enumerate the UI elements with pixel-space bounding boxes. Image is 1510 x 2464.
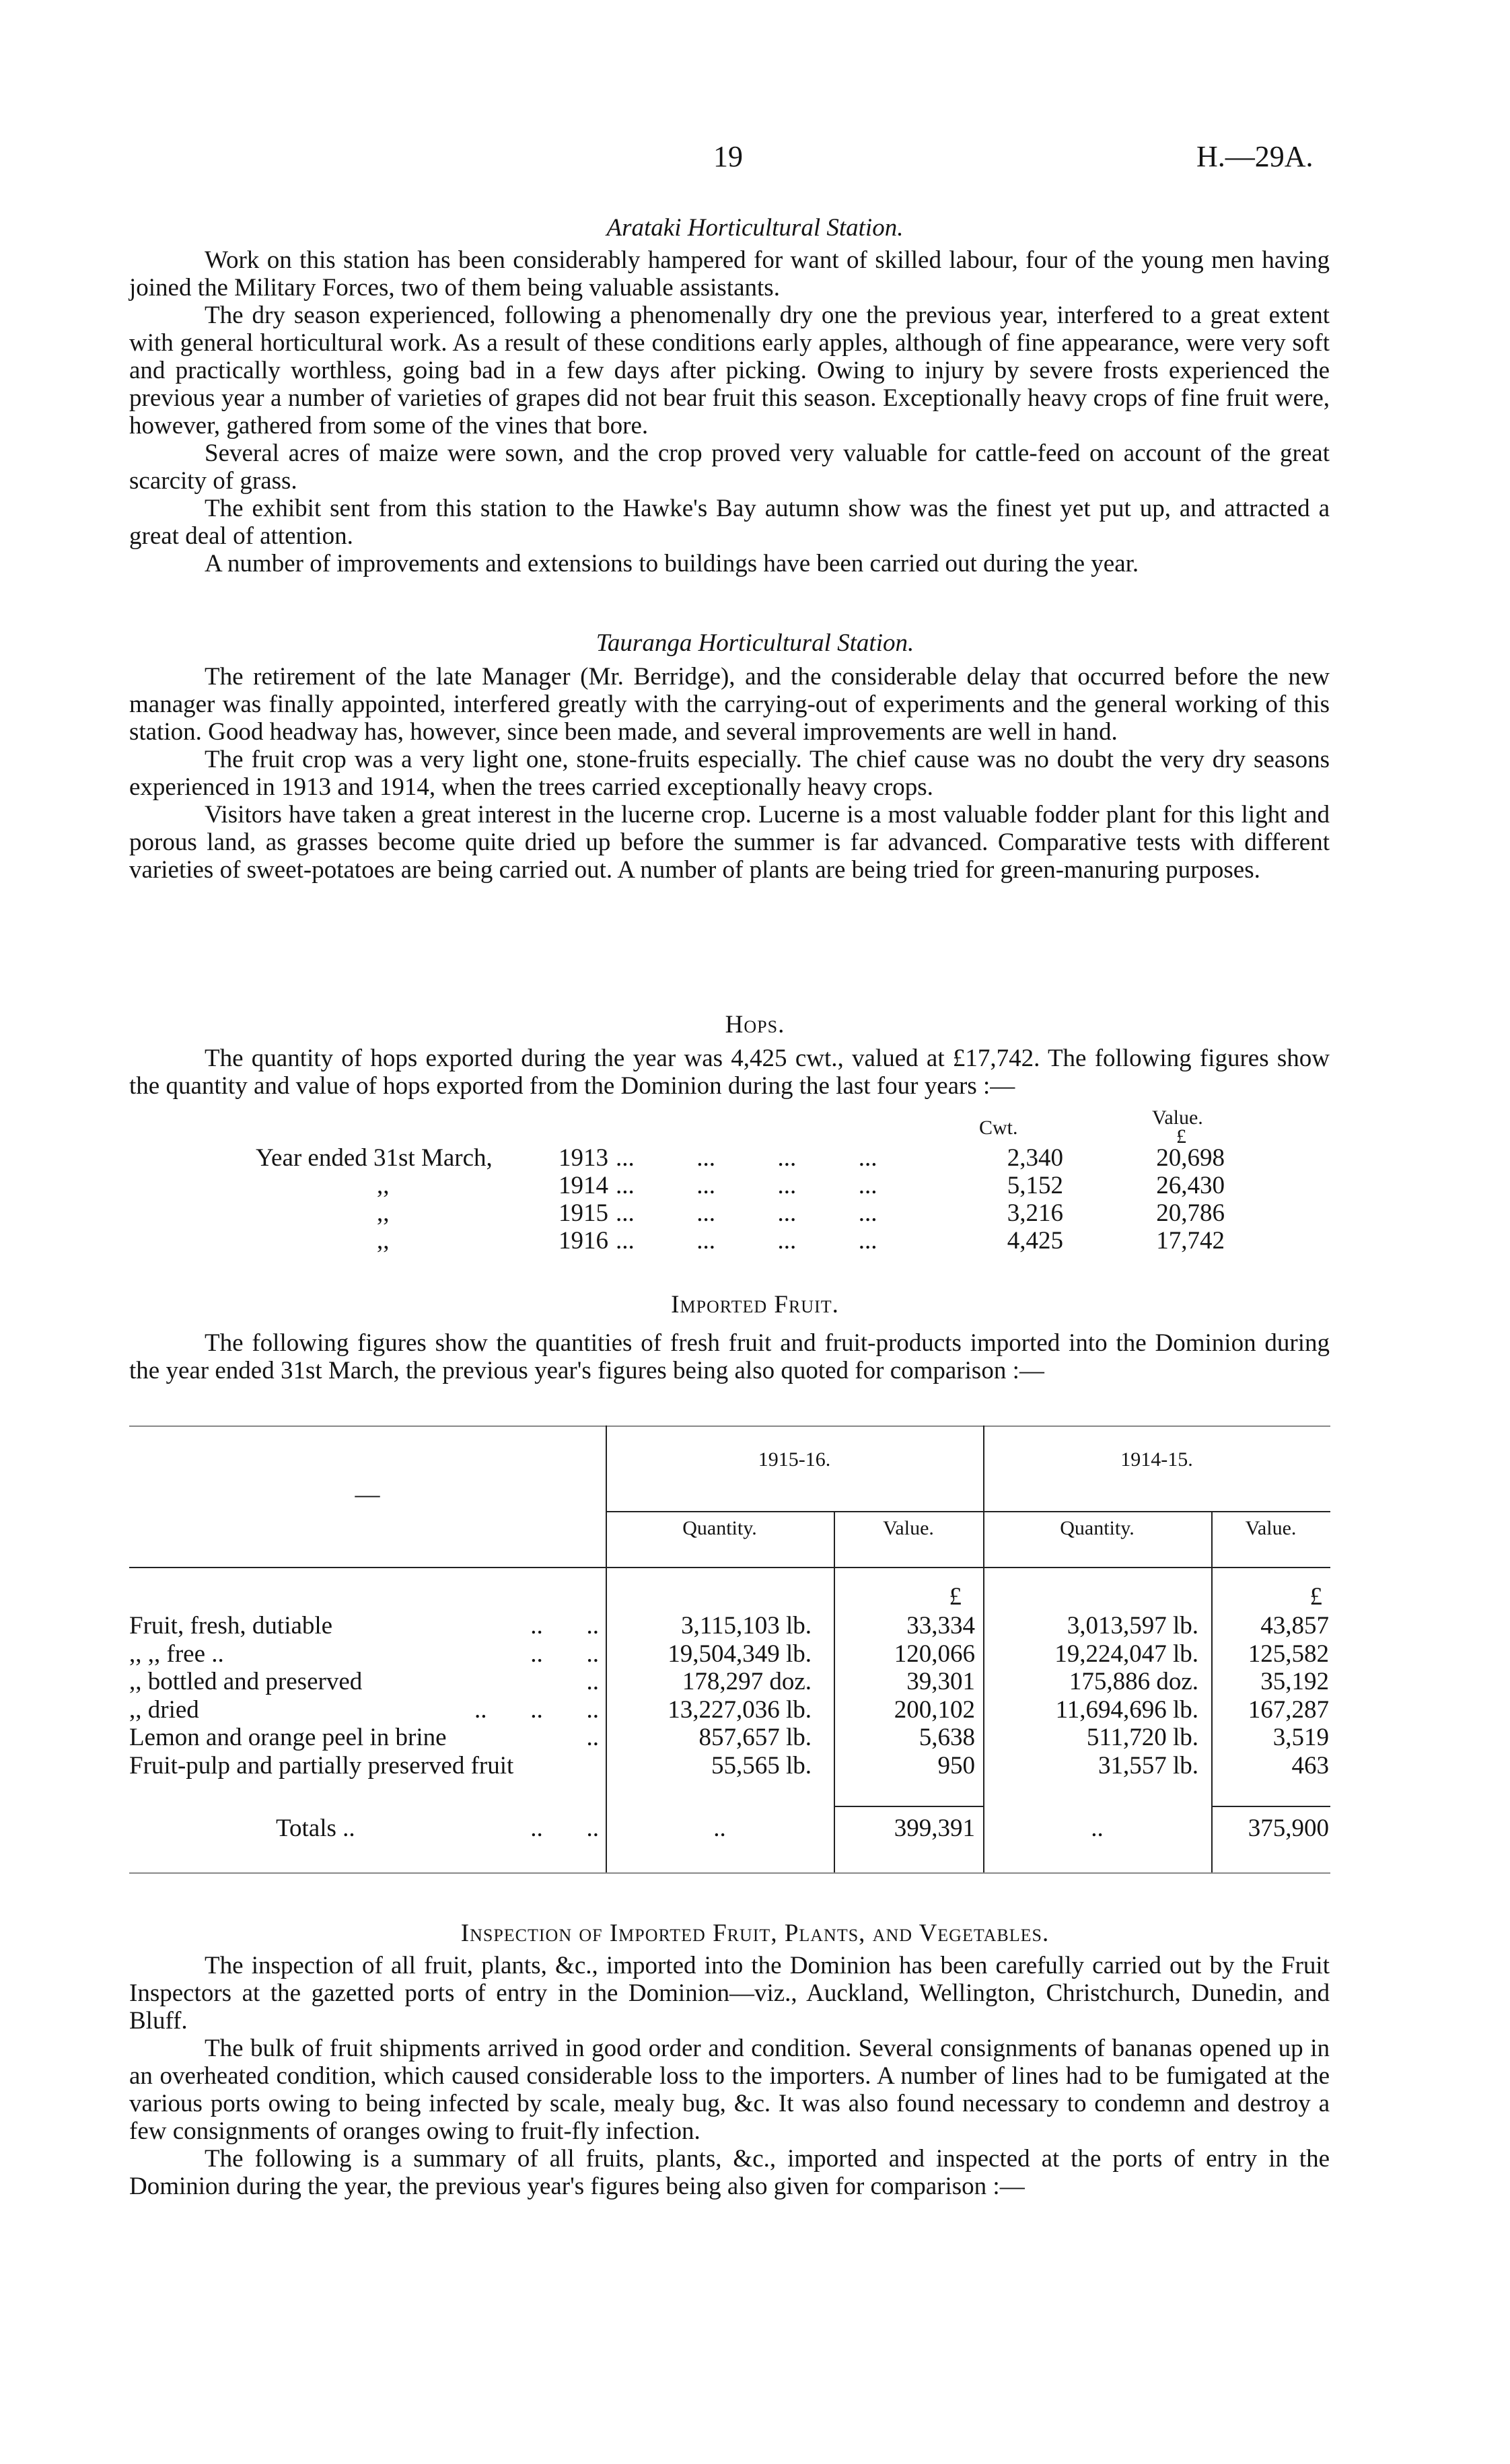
- totals-rule: [834, 1806, 983, 1807]
- row-year: 1916: [559, 1227, 608, 1255]
- stub-header: —: [355, 1481, 380, 1508]
- pound-value: 20,698: [1156, 1144, 1225, 1172]
- quantity-1915-16: 3,115,103 lb.: [681, 1612, 812, 1640]
- paragraph: The fruit crop was a very light one, stone-fruits especially. The chief cause was no doubt the very dry seasons experienced in 1913 and 1914, when the trees carried exceptionally heavy crops.: [129, 746, 1330, 801]
- section-title: Tauranga Horticultural Station.: [596, 629, 914, 657]
- quantity-1915-16: 178,297 doz.: [682, 1668, 812, 1695]
- pound-value: 17,742: [1156, 1227, 1225, 1255]
- row-label: ,, ,, free ..: [129, 1640, 224, 1668]
- cwt-value: 4,425: [1007, 1227, 1063, 1255]
- currency-label: £: [1176, 1125, 1186, 1148]
- quantity-1914-15: 19,224,047 lb.: [1054, 1640, 1198, 1668]
- paragraph: Visitors have taken a great interest in the lucerne crop. Lucerne is a most valuable fodder plant for this light and porous land, as grasses become quite dried up before the summer is far advanced. Comparative tests with different varieties of sweet-potatoes are being carried out. A number of plants are being tried for green-manuring purposes.: [129, 801, 1330, 884]
- quantity-1914-15: 511,720 lb.: [1086, 1724, 1198, 1751]
- section-title: Inspection of Imported Fruit, Plants, and Vegetables.: [460, 1920, 1050, 1947]
- period-header: 1914-15.: [1120, 1448, 1193, 1471]
- row-label: ,,: [377, 1172, 390, 1199]
- period-header: 1915-16.: [758, 1448, 831, 1471]
- leader-dots: ..: [586, 1724, 599, 1751]
- section-body: [129, 663, 1330, 884]
- header-rule: [606, 1511, 1330, 1512]
- quantity-1915-16: 19,504,349 lb.: [668, 1640, 812, 1668]
- row-label: Totals ..: [276, 1815, 355, 1842]
- cwt-value: 5,152: [1007, 1172, 1063, 1199]
- value-1914-15: 463: [1291, 1751, 1329, 1780]
- table-top-rule: [129, 1425, 1330, 1427]
- leader-dots: ... ... ... ...: [616, 1199, 877, 1227]
- column-header-quantity: Quantity.: [1060, 1517, 1135, 1539]
- column-header-value: Value.: [1245, 1517, 1297, 1539]
- document-reference: H.—29A.: [1196, 140, 1314, 173]
- quantity-1915-16: 55,565 lb.: [711, 1751, 812, 1780]
- paragraph: The retirement of the late Manager (Mr. Berridge), and the considerable delay that occurred before the new manager was finally appointed, interfered greatly with the carrying-out of experiments and the general working of this station. Good headway has, however, since been made, and several improvements are well in hand.: [129, 663, 1330, 746]
- row-year: 1913: [559, 1144, 608, 1172]
- value-1914-15: 125,582: [1248, 1640, 1329, 1668]
- quantity-1915-16: ..: [713, 1815, 726, 1842]
- value-1915-16: 5,638: [919, 1724, 975, 1751]
- pound-value: 26,430: [1156, 1172, 1225, 1199]
- section-body: [129, 1329, 1330, 1384]
- row-label: ,,: [377, 1227, 390, 1255]
- paragraph: The bulk of fruit shipments arrived in good order and condition. Several consignments of bananas opened up in an overheated condition, which caused considerable loss to the importers. A number of lines had to be fumigated at the various ports owing to being infected by scale, mealy bug, &c. It was also found necessary to condemn and destroy a few consignments of oranges owing to fruit-fly infection.: [129, 2035, 1330, 2145]
- paragraph: The inspection of all fruit, plants, &c., imported into the Dominion has been carefully carried out by the Fruit Inspectors at the gazetted ports of entry in the Dominion—viz., Auckland, Wellington, Christchurch, Dunedin, and Bluff.: [129, 1952, 1330, 2035]
- totals-rule: [1211, 1806, 1330, 1807]
- value-1915-16: 39,301: [906, 1668, 975, 1695]
- paragraph: The quantity of hops exported during the year was 4,425 cwt., valued at £17,742. The following figures show the quantity and value of hops exported from the Dominion during the last four years :—: [129, 1045, 1330, 1100]
- quantity-1914-15: 175,886 doz.: [1069, 1668, 1198, 1695]
- quantity-1914-15: 31,557 lb.: [1098, 1751, 1198, 1780]
- pound-value: 20,786: [1156, 1199, 1225, 1227]
- row-year: 1915: [559, 1199, 608, 1227]
- section-body: [129, 246, 1330, 577]
- column-header-quantity: Quantity.: [682, 1517, 757, 1539]
- column-header-value: Value.: [883, 1517, 934, 1539]
- row-label: ,, bottled and preserved: [129, 1668, 363, 1695]
- value-1915-16: 200,102: [894, 1695, 975, 1724]
- row-label: Fruit, fresh, dutiable: [129, 1612, 333, 1640]
- paragraph: Several acres of maize were sown, and the crop proved very valuable for cattle-feed on account of the great scarcity of grass.: [129, 439, 1330, 495]
- quantity-1915-16: 857,657 lb.: [698, 1724, 812, 1751]
- value-1914-15: 167,287: [1248, 1695, 1329, 1724]
- paragraph: The dry season experienced, following a phenomenally dry one the previous year, interfered to a great extent with general horticultural work. As a result of these conditions early apples, although of fine appearance, were very soft and practically worthless, going bad in a few days after picking. Owing to injury by severe frosts experienced the previous year a number of varieties of grapes did not bear fruit this season. Exceptionally heavy crops of fine fruit were, however, gathered from some of the vines that bore.: [129, 302, 1330, 439]
- quantity-1914-15: ..: [1091, 1815, 1104, 1842]
- value-1914-15: 375,900: [1248, 1815, 1329, 1842]
- row-label: ,,: [377, 1199, 390, 1227]
- cwt-value: 2,340: [1007, 1144, 1063, 1172]
- leader-dots: .. .. ..: [474, 1695, 599, 1724]
- value-1914-15: 3,519: [1272, 1724, 1329, 1751]
- leader-dots: ... ... ... ...: [616, 1144, 877, 1172]
- section-body: [129, 1952, 1330, 2200]
- paragraph: A number of improvements and extensions to buildings have been carried out during the year.: [205, 550, 1139, 577]
- paragraph: The exhibit sent from this station to the Hawke's Bay autumn show was the finest yet put up, and attracted a great deal of attention.: [129, 495, 1330, 550]
- paragraph: The following is a summary of all fruits, plants, &c., imported and inspected at the ports of entry in the Dominion during the year, the previous year's figures being also given for comparison :—: [129, 2145, 1330, 2200]
- quantity-1914-15: 3,013,597 lb.: [1067, 1612, 1198, 1640]
- leader-dots: ... ... ... ...: [616, 1172, 877, 1199]
- value-1915-16: 399,391: [894, 1815, 975, 1842]
- currency-label: £: [1309, 1583, 1322, 1611]
- leader-dots: ... ... ... ...: [616, 1227, 877, 1255]
- row-label: Year ended 31st March,: [256, 1144, 493, 1172]
- row-label: Lemon and orange peel in brine: [129, 1724, 447, 1751]
- row-year: 1914: [559, 1172, 608, 1199]
- page-number: 19: [713, 140, 743, 173]
- paragraph: The following figures show the quantities of fresh fruit and fruit-products imported into the Dominion during the year ended 31st March, the previous year's figures being also quoted for comparison :—: [129, 1329, 1330, 1384]
- section-body: [129, 1045, 1330, 1100]
- value-1915-16: 120,066: [894, 1640, 975, 1668]
- column-header-value: Value.: [1152, 1106, 1203, 1129]
- leader-dots: ..: [586, 1668, 599, 1695]
- column-header-cwt: Cwt.: [979, 1117, 1018, 1139]
- row-label: Fruit-pulp and partially preserved fruit: [129, 1751, 514, 1780]
- currency-label: £: [949, 1583, 962, 1611]
- leader-dots: .. ..: [530, 1640, 599, 1668]
- paragraph: Work on this station has been considerably hampered for want of skilled labour, four of the young men having joined the Military Forces, two of them being valuable assistants.: [129, 246, 1330, 302]
- leader-dots: .. ..: [530, 1612, 599, 1640]
- row-label: ,, dried: [129, 1695, 199, 1724]
- value-1915-16: 33,334: [906, 1612, 975, 1640]
- section-title: Hops.: [725, 1011, 785, 1039]
- value-1915-16: 950: [937, 1751, 975, 1780]
- quantity-1915-16: 13,227,036 lb.: [668, 1695, 812, 1724]
- quantity-1914-15: 11,694,696 lb.: [1055, 1695, 1198, 1724]
- table-bottom-rule: [129, 1872, 1330, 1874]
- value-1914-15: 35,192: [1260, 1668, 1329, 1695]
- section-title: Arataki Horticultural Station.: [606, 214, 904, 242]
- value-1914-15: 43,857: [1260, 1612, 1329, 1640]
- leader-dots: .. ..: [530, 1815, 599, 1842]
- section-title: Imported Fruit.: [671, 1291, 839, 1318]
- cwt-value: 3,216: [1007, 1199, 1063, 1227]
- header-bottom-rule: [129, 1567, 1330, 1568]
